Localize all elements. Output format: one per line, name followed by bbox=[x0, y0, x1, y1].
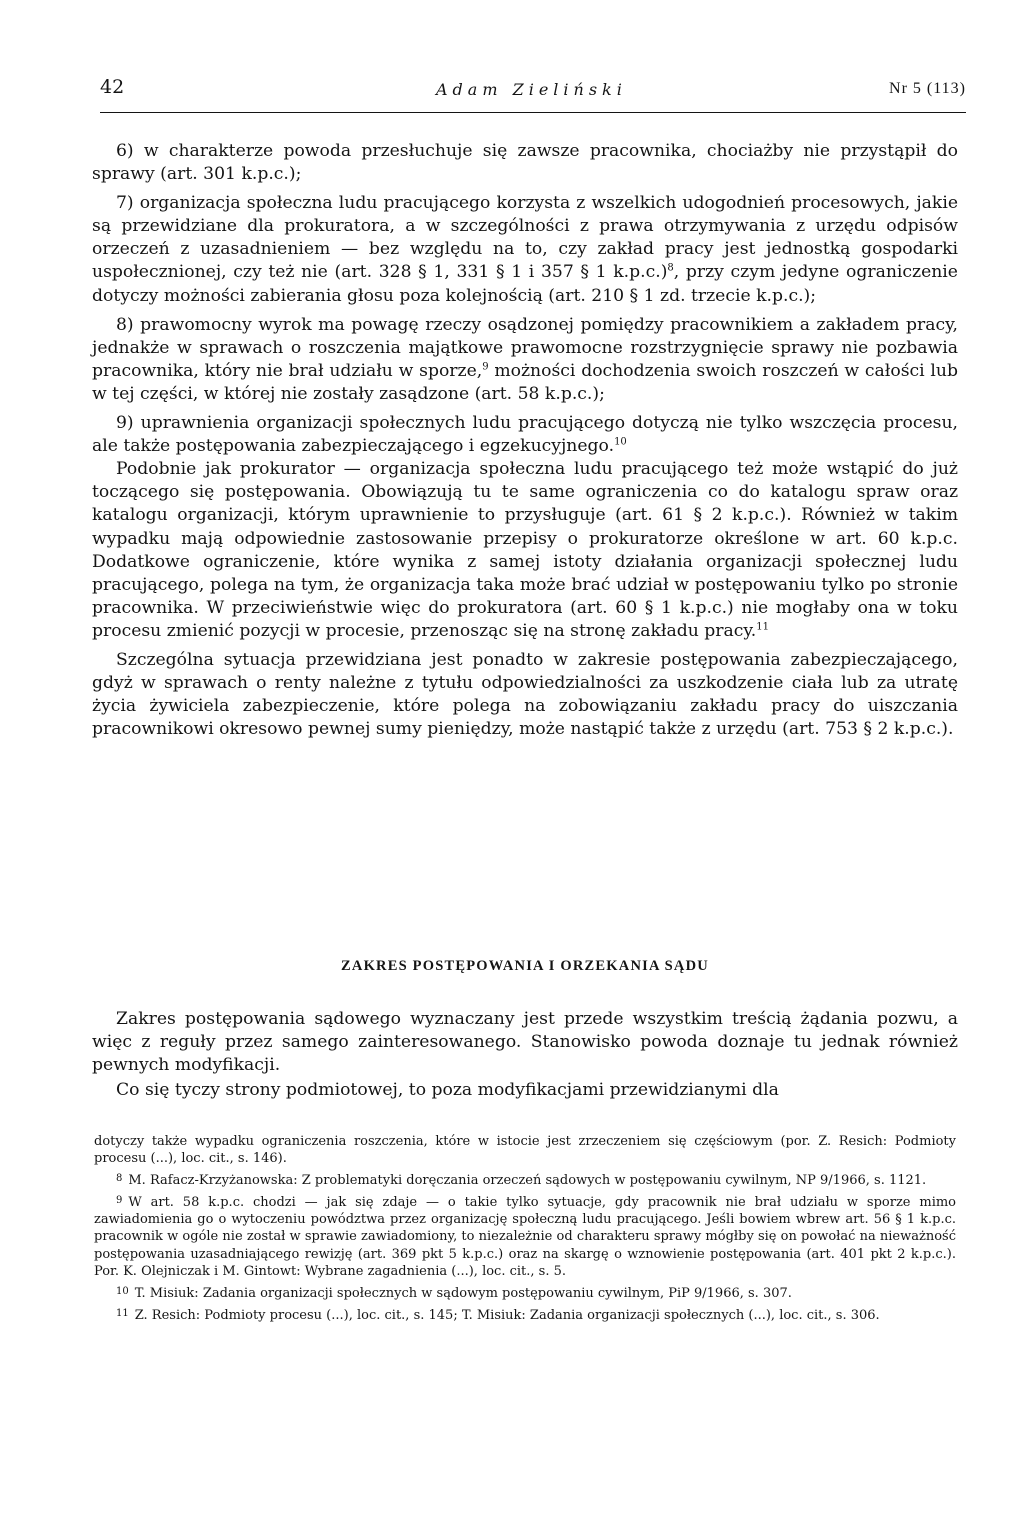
paragraph-prosecutor bbox=[92, 458, 958, 643]
paragraph-item-9 bbox=[92, 412, 958, 458]
footnote-number: 10 bbox=[116, 1285, 129, 1297]
main-text bbox=[92, 140, 958, 747]
paragraph-text: , przy czym jedyne ograniczenie dotyczy możności zabierania głosu poza kolejnością (art. 210 § 1 zd. trzecie k.p.c.); bbox=[92, 262, 958, 306]
footnote-ref: 8 bbox=[667, 262, 674, 274]
footnote-ref: 11 bbox=[756, 621, 769, 633]
footnote-continuation: dotyczy także wypadku ograniczenia roszczenia, które w istocie jest zrzeczeniem się częściowym (por. Z. Resich: Podmioty procesu (...), loc. cit., s. 146). bbox=[94, 1134, 956, 1167]
paragraph-item-6: 6) w charakterze powoda przesłuchuje się zawsze pracownika, chociażby nie przystąpił do sprawy (art. 301 k.p.c.); bbox=[92, 141, 958, 185]
footnote-11 bbox=[94, 1305, 956, 1324]
paragraph-text: możności dochodzenia swoich roszczeń w całości lub w tej części, w której nie zostały zasądzone (art. 58 k.p.c.); bbox=[92, 360, 958, 404]
paragraph-scope: Zakres postępowania sądowego wyznaczany jest przede wszystkim treścią żądania pozwu, a więc z reguły przez samego zainteresowanego. Stanowisko powoda doznaje tu jednak również pewnych modyfikacji. bbox=[92, 1009, 958, 1075]
issue-number: Nr 5 (113) bbox=[889, 80, 966, 97]
running-header bbox=[100, 72, 966, 113]
paragraph-subject: Co się tyczy strony podmiotowej, to poza modyfikacjami przewidzianymi dla bbox=[116, 1080, 779, 1100]
footnote-8 bbox=[94, 1170, 956, 1189]
footnotes bbox=[94, 1133, 956, 1327]
section-text bbox=[92, 1008, 958, 1104]
footnote-ref: 10 bbox=[614, 436, 627, 448]
section-heading: ZAKRES POSTĘPOWANIA I ORZEKANIA SĄDU bbox=[341, 958, 709, 974]
paragraph-text: 9) uprawnienia organizacji społecznych ludu pracującego dotyczą nie tylko wszczęcia procesu, ale także postępowania zabezpieczającego i egzekucyjnego. bbox=[92, 413, 958, 457]
paragraph-security: Szczególna sytuacja przewidziana jest ponadto w zakresie postępowania zabezpieczającego, gdyż w sprawach o renty należne z tytułu odpowiedzialności za uszkodzenie ciała lub za utratę życia żywiciela zabezpieczenie, które polega na zobowiązaniu zakładu pracy do uiszczania pracownikowi okresowo pewnej sumy pieniędzy, może nastąpić także z urzędu (art. 753 § 2 k.p.c.). bbox=[92, 649, 958, 740]
footnote-text: T. Misiuk: Zadania organizacji społecznych w sądowym postępowaniu cywilnym, PiP 9/1966, s. 307. bbox=[134, 1285, 792, 1301]
paragraph-text: 7) organizacja społeczna ludu pracującego korzysta z wszelkich udogodnień procesowych, jakie są przewidziane dla prokuratora, a w szczególności z prawa otrzymywania z urzędu odpisów orzeczeń z uzasadnieniem — bez względu na to, czy zakład pracy jest jednostką gospodarki uspołecznionej, czy też nie (art. 328 § 1, 331 § 1 i 357 § 1 k.p.c.) bbox=[92, 193, 958, 283]
paragraph-item-7 bbox=[92, 192, 958, 307]
paragraph-text: 8) prawomocny wyrok ma powagę rzeczy osądzonej pomiędzy pracownikiem a zakładem pracy, jednakże w sprawach o roszczenia majątkowe prawomocne rozstrzygnięcie sprawy nie pozbawia pracownika, który nie brał udziału w sporze, bbox=[92, 314, 958, 381]
footnote-text: Z. Resich: Podmioty procesu (...), loc. cit., s. 145; T. Misiuk: Zadania organizacji społecznych (...), loc. cit., s. 306. bbox=[134, 1307, 880, 1323]
paragraph-text: Podobnie jak prokurator — organizacja społeczna ludu pracującego też może wstąpić do już toczącego się postępowania. Obowiązują tu te same ograniczenia co do katalogu spraw oraz katalogu organizacji, którym uprawnienie to przysługuje (art. 61 § 2 k.p.c.). Również w takim wypadku mają odpowiednie zastosowanie przepisy o prokuratorze określone w art. 60 k.p.c. Dodatkowe ograniczenie, które wynika z samej istoty działania organizacji społecznej ludu pracującego, polega na tym, że organizacja taka może brać udział w postępowaniu tylko po stronie pracownika. W przeciwieństwie więc do prokuratora (art. 60 § 1 k.p.c.) nie mogłaby ona w toku procesu zmienić pozycji w procesie, przenosząc się na stronę zakładu pracy. bbox=[92, 459, 958, 641]
page-number: 42 bbox=[100, 76, 125, 98]
footnote-text: M. Rafacz-Krzyżanowska: Z problematyki doręczania orzeczeń sądowych w postępowaniu cywilnym, NP 9/1966, s. 1121. bbox=[128, 1173, 927, 1189]
footnote-number: 9 bbox=[116, 1195, 123, 1207]
footnote-number: 11 bbox=[116, 1307, 129, 1319]
footnote-text: W art. 58 k.p.c. chodzi — jak się zdaje — o takie tylko sytuacje, gdy pracownik nie brał udziału w sporze mimo zawiadomienia go o wytoczeniu powództwa przez organizację społeczną ludu pracującego. Jeśli bowiem wbrew art. 56 § 1 k.p.c. pracownik w ogóle nie został w sprawie zawiadomiony, to niezależnie od charakteru sprawy mógłby się on powołać na nieważność postępowania uzasadniającego rewizję (art. 369 pkt 5 k.p.c.) oraz na skargę o wznowienie postępowania (art. 401 pkt 2 k.p.c.). Por. K. Olejniczak i M. Gintowt: Wybrane zagadnienia (...), loc. cit., s. 5. bbox=[94, 1195, 956, 1279]
paragraph-item-8 bbox=[92, 314, 958, 406]
footnote-ref: 9 bbox=[482, 361, 489, 373]
footnote-9 bbox=[94, 1192, 956, 1279]
running-author: Adam Zieliński bbox=[436, 80, 627, 99]
footnote-number: 8 bbox=[116, 1173, 123, 1185]
footnote-10 bbox=[94, 1283, 956, 1302]
